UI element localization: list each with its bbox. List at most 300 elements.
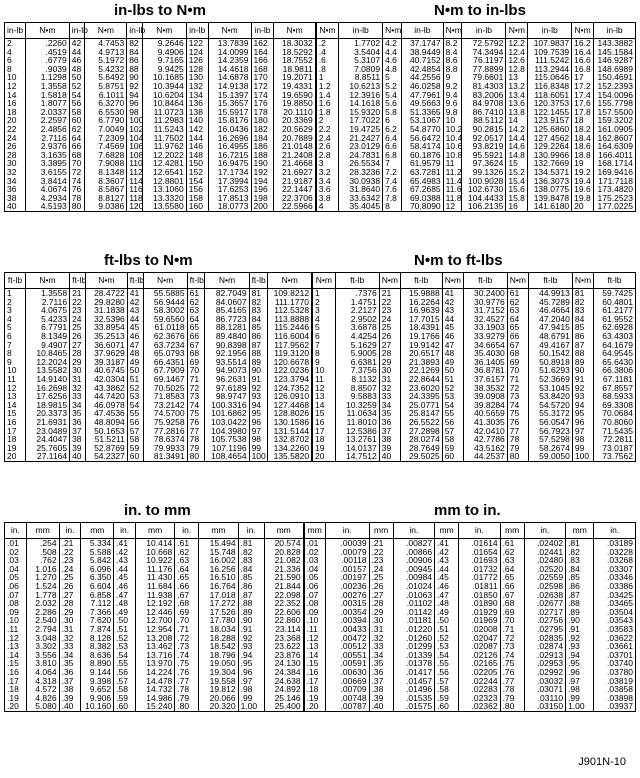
input-value-cell: .09 xyxy=(5,608,27,617)
input-value-cell: 21 xyxy=(379,289,400,298)
converted-value-cell: 12.6541 xyxy=(142,168,186,177)
column-header: N•m xyxy=(442,273,463,289)
input-value-cell: .35 xyxy=(59,659,81,668)
input-value-cell: 13 xyxy=(312,392,335,401)
input-value-cell: 42 xyxy=(442,298,463,307)
converted-value-cell: .03701 xyxy=(594,651,636,660)
input-value-cell: .51 xyxy=(435,625,459,634)
column-header: in. xyxy=(459,523,500,539)
converted-value-cell: 21.336 xyxy=(264,565,303,574)
input-value-cell: .73 xyxy=(175,642,199,651)
converted-value-cell: 19.050 xyxy=(199,659,238,668)
column-header: ft-lb xyxy=(528,273,572,289)
input-value-cell: .39 xyxy=(369,694,393,703)
conversion-table-inch-mm xyxy=(4,522,636,712)
converted-value-cell: 24.130 xyxy=(264,659,303,668)
converted-value-cell: 26.5534 xyxy=(339,159,383,168)
input-value-cell: 82 xyxy=(572,298,593,307)
input-value-cell: 196 xyxy=(251,185,274,194)
input-value-cell: 100 xyxy=(127,116,143,125)
converted-value-cell: 126.0910 xyxy=(268,392,312,401)
converted-value-cell: 13.208 xyxy=(135,634,174,643)
input-value-cell: .30 xyxy=(59,616,81,625)
input-value-cell: 53 xyxy=(442,392,463,401)
converted-value-cell: 14.478 xyxy=(135,677,174,686)
input-value-cell: 61 xyxy=(507,289,528,298)
converted-value-cell: .01929 xyxy=(459,608,500,617)
converted-value-cell: 6.858 xyxy=(81,591,114,600)
converted-value-cell: 10.1685 xyxy=(142,73,186,82)
input-value-cell: 83 xyxy=(249,306,268,315)
converted-value-cell: 67.2685 xyxy=(401,185,443,194)
converted-value-cell: .03150 xyxy=(524,702,565,711)
input-value-cell: 134 xyxy=(186,91,208,100)
input-value-cell: 2.4 xyxy=(316,134,339,143)
converted-value-cell: .01378 xyxy=(393,659,434,668)
converted-value-cell: .00276 xyxy=(325,591,369,600)
input-value-cell: 18 xyxy=(572,116,594,125)
converted-value-cell: .00709 xyxy=(325,685,369,694)
converted-value-cell: 61.9552 xyxy=(593,315,635,324)
converted-value-cell: .03346 xyxy=(594,573,636,582)
converted-value-cell: 51.5211 xyxy=(85,435,127,444)
converted-value-cell: 53.1067 xyxy=(401,116,443,125)
converted-value-cell: 20.3373 xyxy=(25,409,69,418)
converted-value-cell: 10.922 xyxy=(135,556,174,565)
converted-value-cell: .01417 xyxy=(393,668,434,677)
table-title-in-to-mm: in. to mm xyxy=(124,502,191,519)
input-value-cell: .63 xyxy=(175,556,199,565)
input-value-cell: 150 xyxy=(186,159,208,168)
column-header: in. xyxy=(5,523,27,539)
input-value-cell: 14 xyxy=(506,116,528,125)
converted-value-cell: 132.8702 xyxy=(268,435,312,444)
converted-value-cell: 111.5242 xyxy=(528,56,572,65)
input-value-cell: 16.2 xyxy=(572,39,594,48)
converted-value-cell: 116.6004 xyxy=(268,332,312,341)
converted-value-cell: 11.8010 xyxy=(335,418,379,427)
converted-value-cell: .03740 xyxy=(594,659,636,668)
input-value-cell: 33 xyxy=(70,392,86,401)
input-value-cell: .24 xyxy=(59,565,81,574)
converted-value-cell: 22.098 xyxy=(264,591,303,600)
converted-value-cell: .03228 xyxy=(594,548,636,557)
converted-value-cell: 22.8644 xyxy=(400,375,442,384)
input-value-cell: 118 xyxy=(127,194,143,203)
converted-value-cell: 130.1586 xyxy=(268,418,312,427)
input-value-cell: .33 xyxy=(59,642,81,651)
column-header: N•m xyxy=(143,273,187,289)
converted-value-cell: 98.9747 xyxy=(205,392,249,401)
input-value-cell: .40 xyxy=(369,702,393,711)
converted-value-cell: .02362 xyxy=(459,702,500,711)
input-value-cell: 83 xyxy=(572,306,593,315)
input-value-cell: 17 xyxy=(572,73,594,82)
input-value-cell: 4 xyxy=(312,315,335,324)
converted-value-cell: .00827 xyxy=(393,539,434,548)
input-value-cell: 48 xyxy=(127,349,143,358)
input-value-cell: 9.8 xyxy=(443,108,462,117)
converted-value-cell: 100.3316 xyxy=(205,401,249,410)
converted-value-cell: 7.3756 xyxy=(335,366,379,375)
input-value-cell: 6.6 xyxy=(383,142,402,151)
input-value-cell: 102 xyxy=(127,125,143,134)
input-value-cell: 94 xyxy=(572,401,593,410)
converted-value-cell: 35.4030 xyxy=(463,349,507,358)
converted-value-cell: .03543 xyxy=(594,616,636,625)
converted-value-cell: .01772 xyxy=(459,573,500,582)
input-value-cell: .2 xyxy=(316,39,339,48)
converted-value-cell: 65.6430 xyxy=(593,358,635,367)
converted-value-cell: 16.256 xyxy=(199,565,238,574)
converted-value-cell: .03780 xyxy=(594,668,636,677)
input-value-cell: 13.6 xyxy=(506,99,528,108)
input-value-cell: 29 xyxy=(379,358,400,367)
converted-value-cell: 34.6654 xyxy=(463,341,507,350)
input-value-cell: .11 xyxy=(304,625,326,634)
input-value-cell: 10.6 xyxy=(443,142,462,151)
converted-value-cell: 21.9187 xyxy=(274,177,316,186)
converted-value-cell: 134.2260 xyxy=(268,444,312,453)
input-value-cell: 95 xyxy=(572,409,593,418)
input-value-cell: .66 xyxy=(175,582,199,591)
converted-value-cell: 49.5663 xyxy=(401,99,443,108)
converted-value-cell: 25.146 xyxy=(264,694,303,703)
input-value-cell: .33 xyxy=(369,642,393,651)
input-value-cell: 158 xyxy=(186,194,208,203)
converted-value-cell: .03465 xyxy=(594,599,636,608)
converted-value-cell: 59.7425 xyxy=(593,289,635,298)
input-value-cell: .77 xyxy=(175,677,199,686)
input-value-cell: 18 xyxy=(5,435,26,444)
converted-value-cell: 18.0773 xyxy=(208,202,251,211)
converted-value-cell: .03661 xyxy=(594,642,636,651)
input-value-cell: .50 xyxy=(114,616,136,625)
input-value-cell: 54 xyxy=(69,91,85,100)
converted-value-cell: 5.3107 xyxy=(339,56,383,65)
converted-value-cell: 155.7798 xyxy=(594,99,636,108)
input-value-cell: .34 xyxy=(59,651,81,660)
converted-value-cell: 50.1542 xyxy=(528,349,572,358)
input-value-cell: 76 xyxy=(69,185,85,194)
input-value-cell: .34 xyxy=(369,651,393,660)
converted-value-cell: 10.8464 xyxy=(142,99,186,108)
converted-value-cell: 20.7889 xyxy=(274,134,316,143)
input-value-cell: 30 xyxy=(5,159,26,168)
converted-value-cell: 20.5629 xyxy=(274,125,316,134)
input-value-cell: 44 xyxy=(127,315,143,324)
converted-value-cell: 18.034 xyxy=(199,625,238,634)
converted-value-cell: 1.7702 xyxy=(339,39,383,48)
input-value-cell: 166 xyxy=(251,56,274,65)
input-value-cell: .74 xyxy=(175,651,199,660)
column-header: in-lb xyxy=(186,23,208,39)
input-value-cell: 50 xyxy=(127,366,143,375)
input-value-cell: 42 xyxy=(69,39,85,48)
converted-value-cell: 119.3120 xyxy=(268,349,312,358)
input-value-cell: .20 xyxy=(304,702,326,711)
input-value-cell: .90 xyxy=(238,616,264,625)
converted-value-cell: .00472 xyxy=(325,634,369,643)
input-value-cell: 74 xyxy=(187,401,205,410)
input-value-cell: .05 xyxy=(5,573,27,582)
converted-value-cell: 12.2022 xyxy=(142,151,186,160)
converted-value-cell: 77.2816 xyxy=(143,427,187,436)
table-title-in-lbs-to-nm: in-lbs to N•m xyxy=(114,2,206,19)
input-value-cell: .82 xyxy=(238,548,264,557)
converted-value-cell: .03858 xyxy=(594,685,636,694)
converted-value-cell: 16.2264 xyxy=(400,298,442,307)
column-header: N•m xyxy=(572,23,594,39)
converted-value-cell: 16.4955 xyxy=(208,142,251,151)
section-titles xyxy=(4,500,636,522)
input-value-cell: .98 xyxy=(238,685,264,694)
converted-value-cell: .9039 xyxy=(25,65,69,74)
input-value-cell: 1 xyxy=(312,289,335,298)
converted-value-cell: 159.3202 xyxy=(594,116,636,125)
converted-value-cell: .02677 xyxy=(524,599,565,608)
converted-value-cell: .01535 xyxy=(393,694,434,703)
converted-value-cell: 9.652 xyxy=(81,685,114,694)
input-value-cell: .17 xyxy=(304,677,326,686)
converted-value-cell: 12.446 xyxy=(135,608,174,617)
converted-value-cell: 150.4691 xyxy=(594,73,636,82)
converted-value-cell: .01654 xyxy=(459,548,500,557)
column-header: N•m xyxy=(205,273,249,289)
converted-value-cell: 67.7909 xyxy=(143,366,187,375)
input-value-cell: 2.2 xyxy=(316,125,339,134)
converted-value-cell: 24.3395 xyxy=(400,392,442,401)
converted-value-cell: 8.128 xyxy=(81,634,114,643)
converted-value-cell: .00630 xyxy=(325,668,369,677)
converted-value-cell: 61.0118 xyxy=(143,323,187,332)
input-value-cell: .47 xyxy=(435,591,459,600)
input-value-cell: 18 xyxy=(312,435,335,444)
column-header: ft-lb xyxy=(400,273,442,289)
input-value-cell: 98 xyxy=(127,108,143,117)
input-value-cell: 1.00 xyxy=(238,702,264,711)
converted-value-cell: 69.0388 xyxy=(401,194,443,203)
input-value-cell: .41 xyxy=(435,539,459,548)
input-value-cell: .40 xyxy=(59,702,81,711)
converted-value-cell: 59.6560 xyxy=(143,315,187,324)
input-value-cell: 19.8 xyxy=(572,194,594,203)
input-value-cell: 19.6 xyxy=(572,185,594,194)
input-value-cell: 30 xyxy=(379,366,400,375)
converted-value-cell: 11.430 xyxy=(135,573,174,582)
converted-value-cell: 2.2127 xyxy=(335,306,379,315)
converted-value-cell: 125.6860 xyxy=(528,125,572,134)
input-value-cell: .49 xyxy=(114,608,136,617)
converted-value-cell: 18.542 xyxy=(199,642,238,651)
input-value-cell: 78 xyxy=(69,194,85,203)
converted-value-cell: 129.2264 xyxy=(528,142,572,151)
converted-value-cell: 101.6862 xyxy=(205,409,249,418)
input-value-cell: .55 xyxy=(114,659,136,668)
input-value-cell: 90 xyxy=(127,73,143,82)
converted-value-cell: 15.5917 xyxy=(208,108,251,117)
converted-value-cell: 15.240 xyxy=(135,702,174,711)
column-header: mm xyxy=(304,523,326,539)
converted-value-cell: .02047 xyxy=(459,634,500,643)
input-value-cell: 10.4 xyxy=(443,134,462,143)
table-header xyxy=(5,273,636,289)
input-value-cell: 76 xyxy=(507,418,528,427)
converted-value-cell: 8.8511 xyxy=(339,73,383,82)
input-value-cell: 14 xyxy=(5,91,26,100)
input-value-cell: 6 xyxy=(312,332,335,341)
input-value-cell: 148 xyxy=(186,151,208,160)
converted-value-cell: 48.6791 xyxy=(528,332,572,341)
column-header: in-lb xyxy=(251,23,274,39)
input-value-cell: 86 xyxy=(572,332,593,341)
converted-value-cell: 44.2537 xyxy=(463,452,507,461)
converted-value-cell: .02126 xyxy=(459,651,500,660)
column-header: N•m xyxy=(142,23,186,39)
converted-value-cell: 5.4233 xyxy=(25,315,69,324)
input-value-cell: 27 xyxy=(379,341,400,350)
in-lbs-section xyxy=(4,0,636,212)
input-value-cell: 3 xyxy=(5,306,26,315)
converted-value-cell: 51.6293 xyxy=(528,366,572,375)
input-value-cell: 14.4 xyxy=(506,134,528,143)
header-row xyxy=(5,273,636,289)
converted-value-cell: 15.494 xyxy=(199,539,238,548)
input-value-cell: .77 xyxy=(500,677,524,686)
input-value-cell: .38 xyxy=(59,685,81,694)
input-value-cell: 29 xyxy=(70,358,86,367)
input-value-cell: 99 xyxy=(249,444,268,453)
input-value-cell: 9 xyxy=(443,73,462,82)
converted-value-cell: 24.7831 xyxy=(339,151,383,160)
input-value-cell: 10 xyxy=(5,366,26,375)
converted-value-cell: 4.0675 xyxy=(25,306,69,315)
converted-value-cell: .7376 xyxy=(335,289,379,298)
converted-value-cell: 43.3862 xyxy=(85,384,127,393)
converted-value-cell: 85.4165 xyxy=(205,306,249,315)
converted-value-cell: 5.1629 xyxy=(335,341,379,350)
converted-value-cell: 15.8176 xyxy=(208,116,251,125)
converted-value-cell: 9.0386 xyxy=(85,202,127,211)
converted-value-cell: .00157 xyxy=(325,565,369,574)
input-value-cell: 16.6 xyxy=(572,56,594,65)
input-value-cell: 11 xyxy=(5,375,26,384)
input-value-cell: .92 xyxy=(238,634,264,643)
input-value-cell: 43 xyxy=(127,306,143,315)
converted-value-cell: 23.114 xyxy=(264,625,303,634)
converted-value-cell: 148.6989 xyxy=(594,65,636,74)
table-body xyxy=(5,539,636,712)
input-value-cell: 79 xyxy=(187,444,205,453)
converted-value-cell: 103.0422 xyxy=(205,418,249,427)
converted-value-cell: 4.4254 xyxy=(335,332,379,341)
input-value-cell: 11.2 xyxy=(443,168,462,177)
input-value-cell: 85 xyxy=(249,323,268,332)
input-value-cell: 69 xyxy=(507,358,528,367)
converted-value-cell: 136.3073 xyxy=(528,177,572,186)
converted-value-cell: .01969 xyxy=(459,616,500,625)
converted-value-cell: 113.2944 xyxy=(528,65,572,74)
input-value-cell: 4 xyxy=(5,48,26,57)
converted-value-cell: 8.636 xyxy=(81,651,114,660)
converted-value-cell: 5.6492 xyxy=(85,73,127,82)
converted-value-cell: 123.9157 xyxy=(528,116,572,125)
input-value-cell: 194 xyxy=(251,177,274,186)
input-value-cell: 93 xyxy=(249,392,268,401)
table-row xyxy=(5,452,636,461)
input-value-cell: 18.2 xyxy=(572,125,594,134)
input-value-cell: 25 xyxy=(379,323,400,332)
input-value-cell: .8 xyxy=(316,65,339,74)
converted-value-cell: .02598 xyxy=(524,582,565,591)
input-value-cell: 27 xyxy=(70,341,86,350)
converted-value-cell: 4.5193 xyxy=(25,202,69,211)
column-header: N•m xyxy=(507,273,528,289)
input-value-cell: 142 xyxy=(186,125,208,134)
input-value-cell: 66 xyxy=(69,142,85,151)
input-value-cell: .16 xyxy=(5,668,27,677)
input-value-cell: 5 xyxy=(383,73,402,82)
input-value-cell: 43 xyxy=(442,306,463,315)
column-header: mm xyxy=(199,523,238,539)
converted-value-cell: 3.6878 xyxy=(335,323,379,332)
input-value-cell: 13.2 xyxy=(506,82,528,91)
converted-value-cell: 71.8583 xyxy=(143,392,187,401)
column-header: in-lb xyxy=(5,23,26,39)
converted-value-cell: 19.6590 xyxy=(274,91,316,100)
converted-value-cell: 77.8899 xyxy=(462,65,506,74)
input-value-cell: .70 xyxy=(500,616,524,625)
input-value-cell: 14 xyxy=(5,401,26,410)
converted-value-cell: 48.8094 xyxy=(85,418,127,427)
input-value-cell: 96 xyxy=(127,99,143,108)
converted-value-cell: 22.3706 xyxy=(274,194,316,203)
column-header: ft-lb xyxy=(335,273,379,289)
input-value-cell: .78 xyxy=(500,685,524,694)
converted-value-cell: 23.0489 xyxy=(25,427,69,436)
input-value-cell: 136 xyxy=(186,99,208,108)
converted-value-cell: 2.286 xyxy=(26,608,59,617)
converted-value-cell: 64.9545 xyxy=(593,349,635,358)
input-value-cell: .70 xyxy=(175,616,199,625)
converted-value-cell: 44.9913 xyxy=(528,289,572,298)
input-value-cell: .38 xyxy=(369,685,393,694)
converted-value-cell: 8.890 xyxy=(81,659,114,668)
converted-value-cell: .02992 xyxy=(524,668,565,677)
column-header: N•m xyxy=(312,273,335,289)
converted-value-cell: 23.368 xyxy=(264,634,303,643)
converted-value-cell: 42.7786 xyxy=(463,435,507,444)
input-value-cell: 37 xyxy=(70,427,86,436)
input-value-cell: .03 xyxy=(304,556,326,565)
input-value-cell: .36 xyxy=(59,668,81,677)
input-value-cell: 51 xyxy=(127,375,143,384)
input-value-cell: 40 xyxy=(5,202,26,211)
input-value-cell: .22 xyxy=(369,548,393,557)
converted-value-cell: .00394 xyxy=(325,616,369,625)
converted-value-cell: 44.7420 xyxy=(85,392,127,401)
converted-value-cell: 75.9258 xyxy=(143,418,187,427)
input-value-cell: .08 xyxy=(5,599,27,608)
input-value-cell: 58 xyxy=(442,435,463,444)
input-value-cell: .19 xyxy=(5,694,27,703)
input-value-cell: 32 xyxy=(379,384,400,393)
input-value-cell: .94 xyxy=(238,651,264,660)
input-value-cell: 24 xyxy=(5,134,26,143)
converted-value-cell: 18.796 xyxy=(199,651,238,660)
input-value-cell: .32 xyxy=(59,634,81,643)
input-value-cell: .61 xyxy=(500,539,524,548)
